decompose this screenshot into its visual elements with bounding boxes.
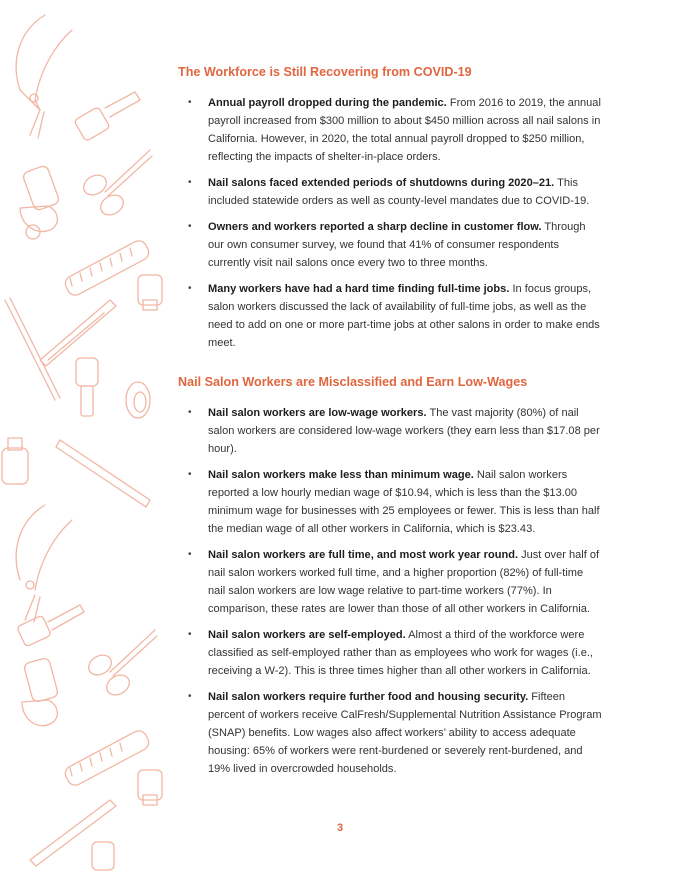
nail-brush-icon xyxy=(63,728,152,788)
bullet-lead: Nail salon workers are low-wage workers. xyxy=(208,407,427,419)
bottle-icon xyxy=(74,92,140,141)
sponge-icon xyxy=(126,382,150,418)
polish-bottle-icon xyxy=(76,358,98,416)
bullet-icon: • xyxy=(188,469,192,480)
bullet-icon: • xyxy=(188,407,192,418)
bullet-icon: • xyxy=(188,221,192,232)
bullet-lead: Nail salon workers are full time, and most work year round. xyxy=(208,549,519,561)
polish-bottle-icon xyxy=(20,165,60,239)
section-heading-low-wages: Nail Salon Workers are Misclassified and Earn Low-Wages xyxy=(178,375,528,389)
cuticle-nipper-icon xyxy=(16,505,72,622)
list-item xyxy=(178,94,603,166)
polish-bottle-icon xyxy=(22,657,59,725)
cuticle-nipper-icon xyxy=(16,15,72,138)
list-item xyxy=(178,688,603,778)
section-heading-covid-recovery: The Workforce is Still Recovering from COVID-19 xyxy=(178,65,472,79)
bullet-text: Fifteen percent of workers receive CalFresh/Supplemental Nutrition Assistance Program (SNAP) benefits. Low wages also affect workers’ ability to access adequate housing: 65% of workers were rent-burdened or severely rent-burdened, and 19% lived in overcrowded households. xyxy=(208,691,602,775)
scissors-icon xyxy=(80,150,152,219)
bullet-lead: Owners and workers reported a sharp decline in customer flow. xyxy=(208,221,542,233)
bullet-text: From 2016 to 2019, the annual payroll increased from $300 million to about $450 million across all nail salons in California. However, in 2020, the total annual payroll dropped to $250 million, reflecting the impacts of shelter-in-place orders. xyxy=(208,97,601,163)
bullet-lead: Nail salon workers require further food and housing security. xyxy=(208,691,529,703)
polish-bottle-icon xyxy=(138,770,162,805)
list-item xyxy=(178,626,603,680)
nail-brush-icon xyxy=(63,238,152,298)
list-item xyxy=(178,546,603,618)
report-content xyxy=(178,62,603,786)
list-item xyxy=(178,174,603,210)
bullet-lead: Many workers have had a hard time finding full-time jobs. xyxy=(208,283,510,295)
bullet-text: In focus groups, salon workers discussed the lack of availability of full-time jobs, as well as the need to add on one or more part-time jobs at other salons in order to make ends meet. xyxy=(208,283,600,349)
bullet-text: This included statewide orders as well as county-level mandates due to COVID-19. xyxy=(208,177,590,207)
covid-recovery-bullet-list xyxy=(178,94,603,352)
polish-bottle-icon xyxy=(2,438,28,484)
bullet-icon: • xyxy=(188,629,192,640)
bullet-lead: Annual payroll dropped during the pandemic. xyxy=(208,97,447,109)
bullet-text: Through our own consumer survey, we found that 41% of consumer respondents currently visit nail salons once every two to three months. xyxy=(208,221,586,269)
bullet-icon: • xyxy=(188,97,192,108)
polish-bottle-icon xyxy=(92,842,114,870)
nail-file-icon xyxy=(56,440,150,507)
bullet-lead: Nail salon workers are self-employed. xyxy=(208,629,406,641)
nail-file-icon xyxy=(40,300,116,366)
bottle-icon xyxy=(17,605,84,647)
list-item xyxy=(178,404,603,458)
list-item xyxy=(178,218,603,272)
bullet-icon: • xyxy=(188,177,192,188)
bullet-text: The vast majority (80%) of nail salon workers are considered low-wage workers (they earn less than $17.08 per hour). xyxy=(208,407,600,455)
bullet-lead: Nail salons faced extended periods of shutdowns during 2020–21. xyxy=(208,177,555,189)
list-item xyxy=(178,280,603,352)
low-wages-bullet-list xyxy=(178,404,603,778)
bullet-text: Just over half of nail salon workers worked full time, and a higher proportion (82%) of full-time nail salon workers are low wage relative to part-time workers (77%). In comparison, these rates are lower than those of all other workers in California. xyxy=(208,549,600,615)
page-number: 3 xyxy=(336,822,344,834)
nail-tools-pattern xyxy=(0,0,175,880)
list-item xyxy=(178,466,603,538)
bullet-lead: Nail salon workers make less than minimum wage. xyxy=(208,469,474,481)
bullet-icon: • xyxy=(188,283,192,294)
bullet-text: Almost a third of the workforce were classified as self-employed rather than as employees who work for wages (i.e., receiving a W-2). This is three times higher than all other workers in California. xyxy=(208,629,593,677)
bullet-text: Nail salon workers reported a low hourly median wage of $10.94, which is less than the $13.00 minimum wage for businesses with 25 employees or fewer. This is less than half the median wage of all other workers in California, which is $23.43. xyxy=(208,469,600,535)
polish-bottle-icon xyxy=(138,275,162,310)
scissors-icon xyxy=(85,630,157,699)
bullet-icon: • xyxy=(188,549,192,560)
bullet-icon: • xyxy=(188,691,192,702)
cuticle-pusher-icon xyxy=(5,298,60,400)
